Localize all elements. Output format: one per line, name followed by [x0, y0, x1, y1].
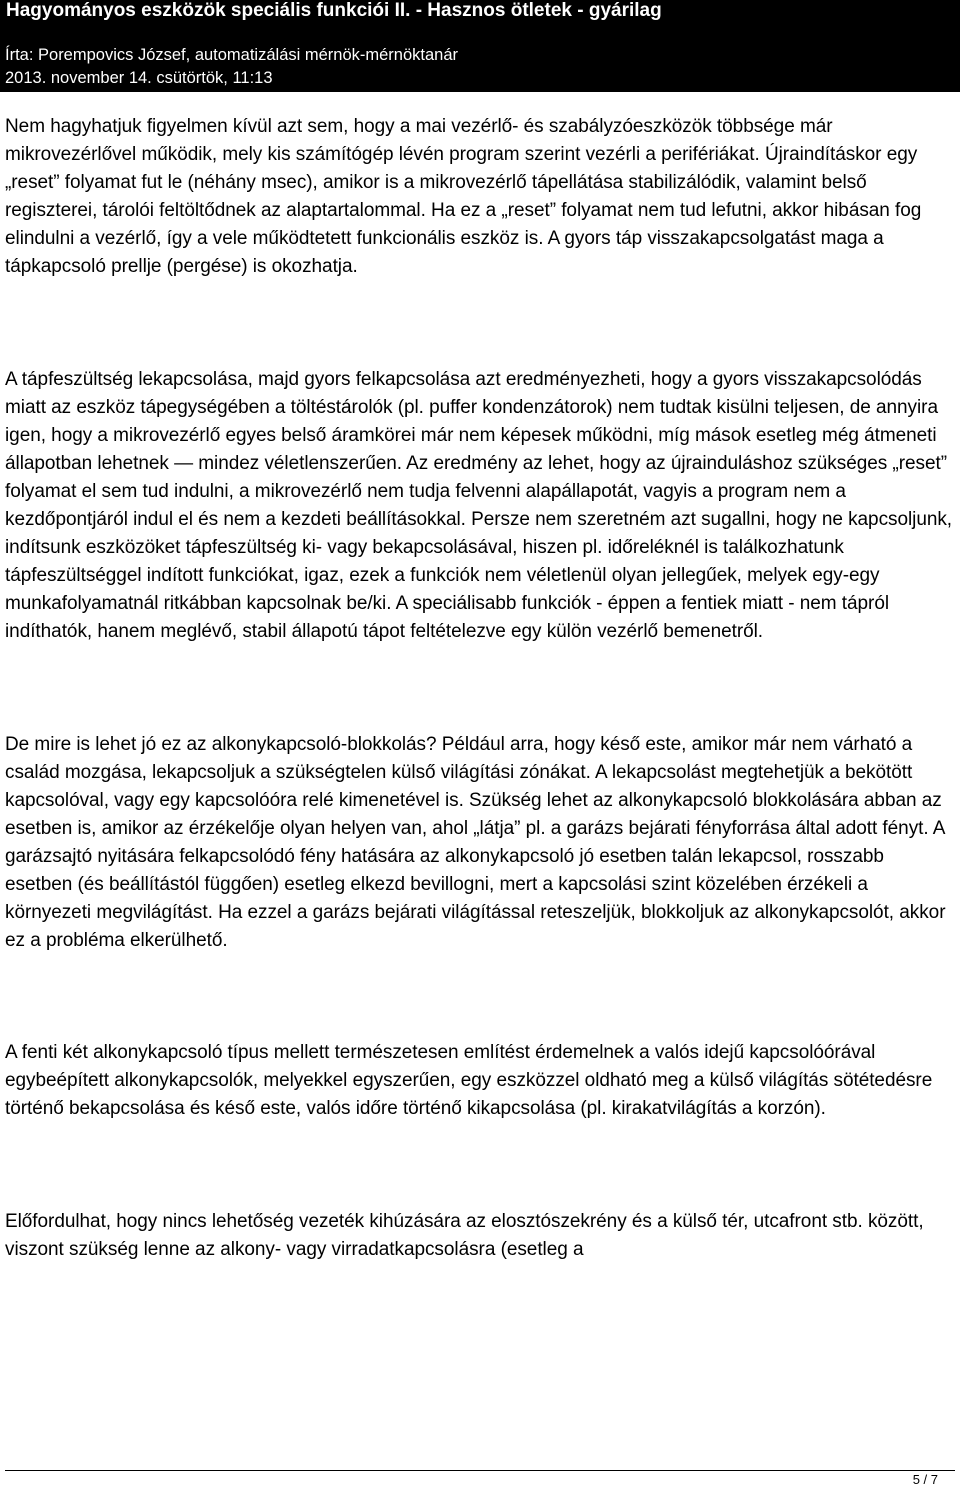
article-body	[5, 113, 955, 1264]
footer-divider	[5, 1470, 955, 1471]
page-number: 5 / 7	[912, 1472, 938, 1487]
paragraph-3: De mire is lehet jó ez az alkonykapcsoló-blokkolás? Például arra, hogy késő este, amikor már nem várható a család mozgása, lekapcsoljuk a szükségtelen külső világítási zónákat. A lekapcsolást megtehetjük a bekötött kapcsolóval, vagy egy kapcsolóóra relé kimenetével is. Szükség lehet az alkonykapcsoló blokkolására abban az esetben is, amikor az érzékelője olyan helyen van, ahol „látja” pl. a garázs bejárati fényforrása által adott fényt. A garázsajtó nyitására felkapcsolódó fény hatására az alkonykapcsoló jó esetben talán lekapcsol, rosszabb esetben (és beállítástól függően) esetleg elkezd bevillogni, mert a kapcsolási szint közelében érzékeli a környezeti megvilágítást. Ha ezzel a garázs bejárati világítással reteszeljük, blokkoljuk az alkonykapcsolót, akkor ez a probléma elkerülhető.	[5, 733, 946, 952]
date-line: 2013. november 14. csütörtök, 11:13	[5, 69, 273, 87]
paragraph-4: A fenti két alkonykapcsoló típus mellett természetesen említést érdemelnek a valós idejű kapcsolóórával egybeépített alkonykapcsolók, melyekkel egyszerűen, egy eszközzel oldható meg a külső világítás sötétedésre történő bekapcsolása és késő este, valós időre történő kikapcsolása (pl. kirakatvilágítás a korzón).	[5, 1042, 933, 1120]
article-title: Hagyományos eszközök speciális funkciói II. - Hasznos ötletek - gyárilag	[6, 0, 662, 21]
paragraph-5: Előfordulhat, hogy nincs lehetőség vezeték kihúzására az elosztószekrény és a külső tér, utcafront stb. között, viszont szükség lenne az alkony- vagy virradatkapcsolásra (esetleg a	[5, 1210, 924, 1260]
paragraph-1: Nem hagyhatjuk figyelmen kívül azt sem, hogy a mai vezérlő- és szabályzóeszközök többsége már mikrovezérlővel működik, mely kis számítógép lévén program szerint vezérli a perifériákat. Újraindításkor egy „reset” folyamat fut le (néhány msec), amikor is a mikrovezérlő tápellátása stabilizálódik, valamint belső regiszterei, tárolói feltöltődnek az alaptartalommal. Ha ez a „reset” folyamat nem tud lefutni, akkor hibásan fog elindulni a vezérlő, így a vele működtetett funkcionális eszköz is. A gyors táp visszakapcsolgatást maga a tápkapcsoló prellje (pergése) is okozhatja.	[5, 116, 922, 278]
paragraph-2: A tápfeszültség lekapcsolása, majd gyors felkapcsolása azt eredményezheti, hogy a gyors visszakapcsolódás miatt az eszköz tápegységében a töltéstárolók (pl. puffer kondenzátorok) nem tudtak kisülni teljesen, de annyira igen, hogy a mikrovezérlő egyes belső áramkörei már nem képesek működni, míg mások esetleg még átmeneti állapotban lehetnek — mindez véletlenszerűen. Az eredmény az lehet, hogy az újrainduláshoz szükséges „reset” folyamat el sem tud indulni, a mikrovezérlő nem tudja felvenni alapállapotát, vagyis a program nem a kezdőpontjáról indul el és nem a kezdeti beállításokkal. Persze nem szeretném azt sugallni, hogy ne kapcsoljunk, indítsunk eszközöket tápfeszültség ki- vagy bekapcsolásával, hiszen pl. időreléknél is találkozhatunk tápfeszültséggel indított funkciókat, igaz, ezek a funkciók nem véletlenül olyan jellegűek, melyek egy-egy munkafolyamatnál ritkábban kapcsolnak be/ki. A speciálisabb funkciók - éppen a fentiek miatt - nem tápról indíthatók, hanem meglévő, stabil állapotú tápot feltételezve egy külön vezérlő bemenetről.	[5, 368, 953, 643]
author-line: Írta: Porempovics József, automatizálási mérnök-mérnöktanár	[5, 46, 459, 64]
